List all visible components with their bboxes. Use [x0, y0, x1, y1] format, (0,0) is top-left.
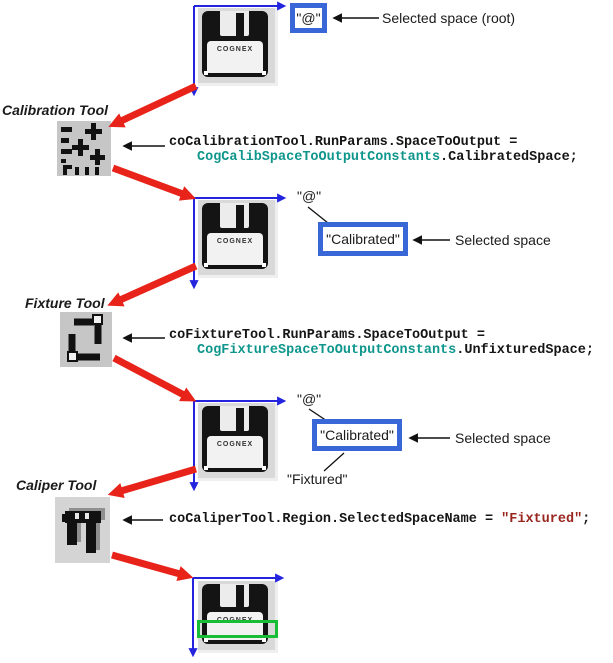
- flow-arrow-fixture-to-image: [114, 358, 184, 395]
- calibration-grid-icon: [57, 121, 111, 181]
- fixture-code-constant: CogFixtureSpaceToOutputConstants: [197, 343, 457, 358]
- floppy-notch: [204, 466, 208, 470]
- caliper-search-region: [197, 620, 278, 638]
- root-space-name: "@": [296, 10, 321, 26]
- fixture-code-line2: [197, 343, 594, 358]
- fixtured-space-callout: Selected space: [455, 430, 551, 446]
- calibration-code-constant: CogCalibSpaceToOutputConstants: [197, 150, 441, 165]
- flow-arrow-root-to-calibration: [121, 86, 196, 121]
- floppy-notch: [262, 466, 266, 470]
- calibration-code-line1: coCalibrationTool.RunParams.SpaceToOutput =: [169, 135, 518, 150]
- floppy-shutter-tab: [236, 13, 244, 37]
- selected-space-box-calibrated: [318, 222, 408, 256]
- caliper-code-post: ;: [582, 512, 591, 527]
- floppy-label: [207, 233, 264, 265]
- floppy-disk-graphic: [202, 11, 268, 77]
- fixture-tool-label: Fixture Tool: [25, 295, 105, 311]
- floppy-shutter: [220, 584, 249, 607]
- floppy-label: [207, 41, 264, 73]
- floppy-shutter: [220, 11, 249, 36]
- selected-space-box-root: [290, 3, 327, 33]
- caliper-code-pre: coCaliperTool.Region.SelectedSpaceName =: [169, 512, 502, 527]
- cognex-brand-text: COGNEX: [216, 46, 254, 54]
- caliper-tool-label: Caliper Tool: [16, 477, 97, 493]
- fixture-tool-icon: [60, 312, 112, 372]
- caliper-code-line: [169, 512, 590, 527]
- floppy-shutter: [220, 406, 249, 431]
- calibrated-space-name: "Calibrated": [326, 231, 400, 247]
- floppy-notch: [262, 638, 266, 642]
- caliper-tool-icon: [55, 497, 110, 568]
- fixture-code-line1: coFixtureTool.RunParams.SpaceToOutput =: [169, 328, 485, 343]
- fixtured-space-label: "Fixtured": [287, 471, 348, 487]
- floppy-disk-graphic: [202, 203, 268, 269]
- connector-calibrated-to-fixtured: [324, 453, 344, 471]
- image-calibrated: [198, 200, 278, 278]
- cognex-brand-text: COGNEX: [216, 441, 254, 449]
- callout-arrows: [131, 18, 450, 520]
- image-caliper-result: [198, 581, 278, 653]
- cognex-brand-text: COGNEX: [216, 616, 254, 624]
- at-space-label-3: "@": [297, 391, 322, 407]
- flow-arrow-image-to-caliper: [121, 469, 196, 491]
- floppy-shutter: [220, 203, 249, 228]
- calibration-code-member: .CalibratedSpace;: [440, 150, 578, 165]
- floppy-notch: [204, 638, 208, 642]
- fixture-code-member: .UnfixturedSpace;: [456, 343, 594, 358]
- selected-space-box-fixtured-section: [312, 419, 402, 451]
- floppy-notch: [262, 71, 266, 75]
- floppy-label: [207, 436, 264, 468]
- root-space-callout: Selected space (root): [382, 10, 516, 26]
- floppy-notch: [262, 263, 266, 267]
- calibration-tool-label: Calibration Tool: [2, 102, 109, 118]
- cognex-brand-text: COGNEX: [216, 238, 254, 246]
- floppy-notch: [204, 263, 208, 267]
- image-fixtured: [198, 403, 278, 481]
- caliper-code-string: "Fixtured": [501, 512, 583, 527]
- flow-arrow-caliper-to-image: [112, 555, 180, 574]
- calibrated-space-callout: Selected space: [455, 232, 551, 248]
- flow-arrow-calibration-to-image: [113, 168, 183, 194]
- floppy-shutter-tab: [236, 408, 244, 432]
- image-root: [198, 8, 278, 86]
- flow-arrow-image-to-fixture: [120, 266, 196, 300]
- floppy-notch: [204, 71, 208, 75]
- calibration-code-line2: [197, 150, 578, 165]
- connector-at-to-calibrated-2: [308, 207, 328, 223]
- floppy-disk-graphic: [202, 406, 268, 472]
- at-space-label-2: "@": [297, 188, 322, 204]
- calibrated-space-name-3: "Calibrated": [320, 427, 394, 443]
- floppy-shutter-tab: [236, 585, 244, 606]
- floppy-shutter-tab: [236, 205, 244, 229]
